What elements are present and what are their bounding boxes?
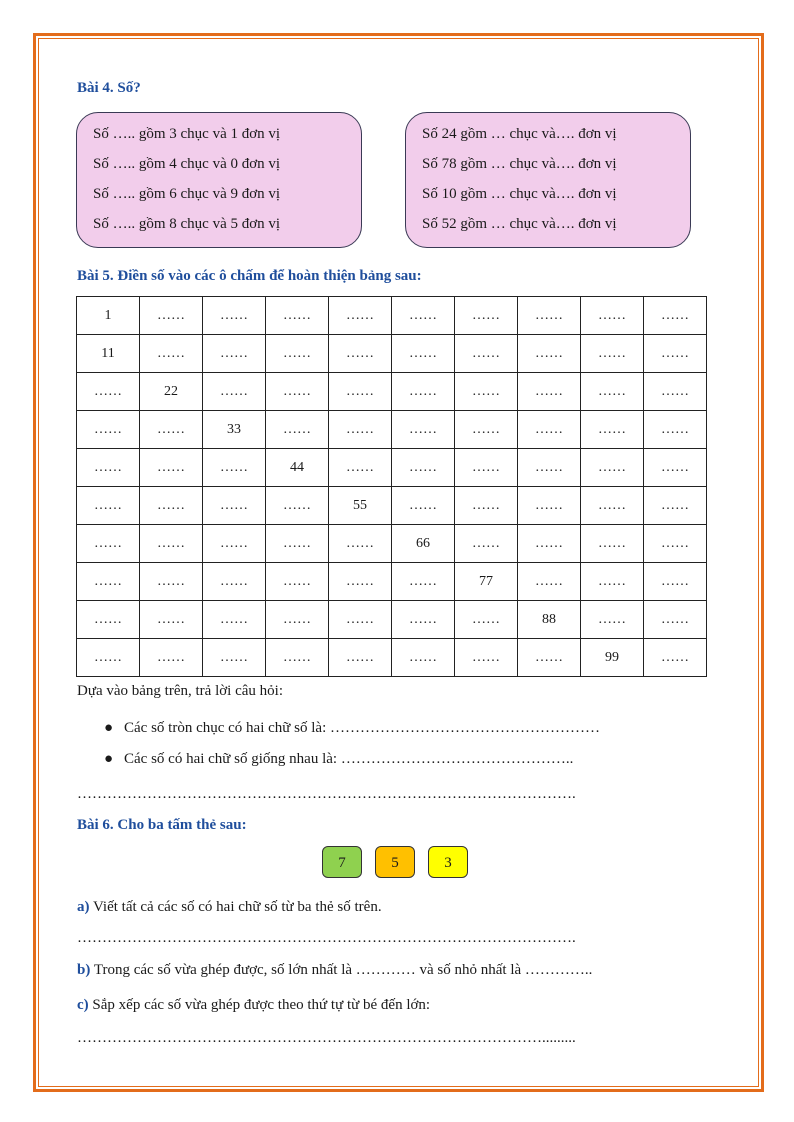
bai5-question-1: Các số tròn chục có hai chữ số là: ……………………………………………… [124, 720, 600, 736]
bai6-a-text: Viết tất cả các số có hai chữ số từ ba thẻ số trên. [92, 899, 382, 915]
table-cell: …… [266, 411, 329, 449]
table-cell: …… [203, 297, 266, 335]
bai5-heading: Bài 5. Điền số vào các ô chấm để hoàn thiện bảng sau: [77, 268, 422, 284]
table-cell: …… [266, 487, 329, 525]
table-cell: …… [581, 297, 644, 335]
bai6-heading: Bài 6. Cho ba tấm thẻ sau: [77, 817, 247, 833]
table-row [77, 449, 707, 487]
bai6-b-text: Trong các số vừa ghép được, số lớn nhất là ………… và số nhỏ nhất là ………….. [93, 962, 593, 978]
table-cell: …… [392, 639, 455, 677]
table-cell: …… [455, 297, 518, 335]
table-cell: …… [203, 449, 266, 487]
table-cell: …… [644, 449, 707, 487]
bai5-answer-line: ………………………………………………………………………………………. [77, 786, 576, 802]
table-cell: …… [140, 525, 203, 563]
table-cell: …… [77, 639, 140, 677]
table-cell: …… [644, 411, 707, 449]
table-cell: …… [329, 297, 392, 335]
table-cell: 55 [329, 487, 392, 525]
table-cell: …… [581, 525, 644, 563]
bai6-c-answer-line: …………………………………………………………………………………......... [77, 1030, 576, 1046]
bai6-b [77, 962, 592, 979]
table-row [77, 601, 707, 639]
table-cell: 88 [518, 601, 581, 639]
bai6-a-answer-line: ………………………………………………………………………………………. [77, 930, 576, 946]
table-cell: 99 [581, 639, 644, 677]
table-cell: …… [140, 335, 203, 373]
table-cell: …… [644, 639, 707, 677]
table-cell: …… [203, 487, 266, 525]
table-row [77, 411, 707, 449]
bai4-heading: Bài 4. Số? [77, 80, 141, 96]
table-cell: …… [140, 449, 203, 487]
table-cell: …… [455, 335, 518, 373]
table-cell: …… [392, 449, 455, 487]
bai6-c-label: c) [77, 997, 89, 1013]
bai4-right-box [405, 112, 691, 248]
table-cell: …… [455, 601, 518, 639]
table-cell: …… [644, 335, 707, 373]
table-cell: …… [140, 639, 203, 677]
table-cell: …… [581, 601, 644, 639]
table-cell: …… [518, 335, 581, 373]
table-cell: …… [266, 563, 329, 601]
table-cell: …… [455, 639, 518, 677]
bai4-right-line: Số 52 gồm … chục và…. đơn vị [422, 216, 617, 232]
table-cell: …… [455, 411, 518, 449]
table-cell: …… [455, 373, 518, 411]
table-cell: 44 [266, 449, 329, 487]
table-cell: …… [140, 563, 203, 601]
table-cell: …… [140, 411, 203, 449]
table-cell: …… [203, 335, 266, 373]
table-cell: 1 [77, 297, 140, 335]
number-card-5: 5 [375, 846, 415, 878]
table-cell: …… [518, 449, 581, 487]
table-cell: …… [266, 601, 329, 639]
table-cell: …… [329, 373, 392, 411]
number-card-7: 7 [322, 846, 362, 878]
table-cell: …… [140, 297, 203, 335]
table-cell: …… [77, 373, 140, 411]
table-cell: …… [644, 297, 707, 335]
bai4-left-line: Số ….. gồm 3 chục và 1 đơn vị [93, 126, 281, 142]
bai4-right-line: Số 24 gồm … chục và…. đơn vị [422, 126, 617, 142]
bai6-c [77, 997, 430, 1014]
table-cell: …… [266, 335, 329, 373]
table-cell: …… [581, 335, 644, 373]
number-table [76, 296, 707, 677]
table-cell: …… [518, 487, 581, 525]
table-cell: …… [203, 525, 266, 563]
table-cell: …… [77, 601, 140, 639]
table-cell: …… [644, 601, 707, 639]
table-row [77, 373, 707, 411]
table-cell: …… [581, 487, 644, 525]
table-cell: …… [329, 449, 392, 487]
table-cell: …… [266, 639, 329, 677]
table-cell: …… [392, 563, 455, 601]
table-cell: …… [518, 639, 581, 677]
bullet-dot-icon: ● [104, 720, 114, 736]
table-cell: …… [392, 487, 455, 525]
table-cell: …… [581, 411, 644, 449]
table-row [77, 563, 707, 601]
table-row [77, 297, 707, 335]
table-cell: …… [392, 297, 455, 335]
table-cell: …… [203, 563, 266, 601]
table-cell: …… [644, 563, 707, 601]
table-cell: …… [77, 449, 140, 487]
table-cell: …… [581, 373, 644, 411]
table-cell: …… [455, 487, 518, 525]
bai6-b-label: b) [77, 962, 91, 978]
bai4-left-line: Số ….. gồm 6 chục và 9 đơn vị [93, 186, 281, 202]
bai5-prompt: Dựa vào bảng trên, trả lời câu hỏi: [77, 683, 283, 699]
bullet-dot-icon: ● [104, 751, 114, 767]
bai4-right-line: Số 10 gồm … chục và…. đơn vị [422, 186, 617, 202]
table-cell: 33 [203, 411, 266, 449]
table-cell: …… [266, 297, 329, 335]
table-cell: …… [392, 373, 455, 411]
table-cell: …… [77, 411, 140, 449]
bai6-c-text: Sắp xếp các số vừa ghép được theo thứ tự từ bé đến lớn: [92, 997, 431, 1013]
table-cell: …… [392, 411, 455, 449]
table-cell: …… [329, 639, 392, 677]
bai4-right-line: Số 78 gồm … chục và…. đơn vị [422, 156, 617, 172]
table-cell: …… [392, 601, 455, 639]
table-cell: …… [581, 563, 644, 601]
table-cell: …… [518, 297, 581, 335]
table-cell: …… [392, 335, 455, 373]
table-cell: …… [455, 449, 518, 487]
table-cell: …… [329, 563, 392, 601]
table-cell: …… [77, 487, 140, 525]
table-row [77, 525, 707, 563]
table-cell: …… [644, 487, 707, 525]
table-row [77, 639, 707, 677]
table-cell: …… [77, 563, 140, 601]
table-row [77, 335, 707, 373]
table-cell: …… [266, 373, 329, 411]
table-cell: …… [203, 373, 266, 411]
table-cell: 77 [455, 563, 518, 601]
table-cell: …… [455, 525, 518, 563]
bai4-left-line: Số ….. gồm 4 chục và 0 đơn vị [93, 156, 281, 172]
table-cell: …… [329, 601, 392, 639]
table-cell: 66 [392, 525, 455, 563]
table-cell: …… [329, 411, 392, 449]
number-card-3: 3 [428, 846, 468, 878]
table-cell: …… [518, 411, 581, 449]
table-row [77, 487, 707, 525]
bai4-left-line: Số ….. gồm 8 chục và 5 đơn vị [93, 216, 281, 232]
table-cell: …… [329, 335, 392, 373]
bai5-question-2: Các số có hai chữ số giống nhau là: ……………………………………….. [124, 751, 574, 767]
table-cell: 22 [140, 373, 203, 411]
table-cell: …… [77, 525, 140, 563]
table-cell: …… [644, 525, 707, 563]
table-cell: …… [581, 449, 644, 487]
table-cell: …… [518, 373, 581, 411]
table-cell: …… [140, 487, 203, 525]
bai4-left-box [76, 112, 362, 248]
table-cell: 11 [77, 335, 140, 373]
bai6-a-label: a) [77, 899, 90, 915]
table-cell: …… [203, 601, 266, 639]
bai6-a [77, 899, 382, 916]
table-cell: …… [329, 525, 392, 563]
table-cell: …… [644, 373, 707, 411]
table-cell: …… [518, 525, 581, 563]
table-cell: …… [266, 525, 329, 563]
table-cell: …… [518, 563, 581, 601]
table-cell: …… [203, 639, 266, 677]
table-cell: …… [140, 601, 203, 639]
